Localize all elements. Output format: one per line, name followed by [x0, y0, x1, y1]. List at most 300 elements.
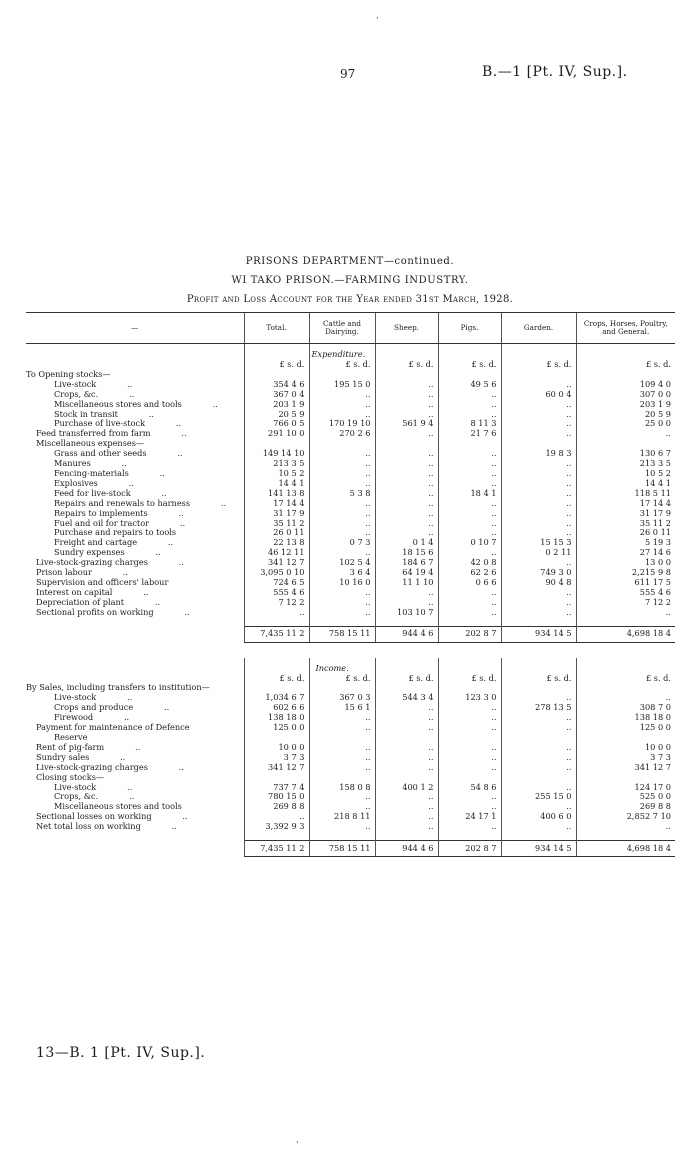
row-label-text: Crops, &c. [54, 792, 99, 802]
amount-pigs [438, 439, 501, 449]
total-total: 7,435 11 2 [244, 626, 309, 642]
amount-garden: .. [501, 419, 576, 429]
table-row [26, 812, 675, 822]
amount-crops-general: 31 17 9 [576, 509, 675, 519]
row-label-text: Reserve [54, 733, 88, 742]
amount-pigs: 21 7 6 [438, 429, 501, 439]
row-label [26, 723, 244, 733]
amount-crops-general [576, 773, 675, 783]
row-label [26, 390, 244, 400]
amount-crops-general: .. [576, 822, 675, 832]
amount-cattle-dairying: .. [309, 519, 375, 529]
amount-crops-general [576, 370, 675, 380]
amount-garden: 19 8 3 [501, 449, 576, 459]
currency-row [26, 674, 675, 684]
amount-crops-general: 269 8 8 [576, 802, 675, 812]
amount-sheep: .. [375, 509, 438, 519]
table-row [26, 598, 675, 608]
row-label-text: Rent of pig-farm [36, 742, 105, 752]
amount-crops-general: 2,852 7 10 [576, 812, 675, 822]
row-label [26, 578, 244, 588]
row-label [26, 459, 244, 469]
amount-total: .. [244, 812, 309, 822]
table-row [26, 783, 675, 793]
amount-cattle-dairying: .. [309, 479, 375, 489]
amount-crops-general: .. [576, 693, 675, 703]
amount-pigs: .. [438, 390, 501, 400]
amount-garden: .. [501, 469, 576, 479]
row-label [26, 538, 244, 548]
amount-total [244, 773, 309, 783]
table-row [26, 773, 675, 783]
amount-pigs: .. [438, 459, 501, 469]
leader-dots: .. [179, 518, 186, 528]
leader-dots: .. [212, 399, 218, 409]
table-row [26, 419, 675, 429]
amount-garden: 255 15 0 [501, 792, 576, 802]
amount-garden: .. [501, 400, 576, 410]
header-reference: B.—1 [Pt. IV, Sup.]. [482, 64, 628, 80]
row-label [26, 703, 244, 713]
table-row [26, 489, 675, 499]
header-garden: Garden. [501, 313, 576, 344]
amount-pigs: .. [438, 528, 501, 538]
leader-dots: .. [120, 752, 126, 762]
amount-total [244, 370, 309, 380]
row-label-text: Prison labour [36, 568, 92, 578]
leader-dots: .. [178, 558, 184, 568]
leader-dots: .. [178, 508, 184, 518]
amount-total: 3,392 9 3 [244, 822, 309, 832]
row-label [26, 380, 244, 390]
amount-sheep: .. [375, 380, 438, 390]
row-label-text: Fuel and oil for tractor [54, 518, 150, 528]
table-row [26, 822, 675, 832]
table-row [26, 479, 675, 489]
currency-header: £ s. d. [501, 674, 576, 684]
leader-dots: .. [182, 812, 188, 822]
amount-total: 737 7 4 [244, 783, 309, 793]
amount-garden: .. [501, 753, 576, 763]
row-label-text: Manures [54, 459, 91, 469]
table-row [26, 763, 675, 773]
amount-pigs: 123 3 0 [438, 693, 501, 703]
row-label [26, 509, 244, 519]
total-crops-general: 4,698 18 4 [576, 626, 675, 642]
table-row [26, 713, 675, 723]
amount-cattle-dairying: .. [309, 792, 375, 802]
row-label [26, 568, 244, 578]
amount-total: 125 0 0 [244, 723, 309, 733]
income-heading-row [26, 658, 675, 674]
amount-sheep: .. [375, 499, 438, 509]
amount-sheep: .. [375, 763, 438, 773]
row-label-text: Sectional profits on working [36, 607, 154, 617]
amount-cattle-dairying: 15 6 1 [309, 703, 375, 713]
amount-cattle-dairying [309, 683, 375, 693]
amount-total: 213 3 5 [244, 459, 309, 469]
amount-total: 367 0 4 [244, 390, 309, 400]
amount-cattle-dairying: .. [309, 390, 375, 400]
amount-sheep: .. [375, 598, 438, 608]
row-label-text: Feed for live-stock [54, 488, 131, 498]
income-section [26, 642, 675, 857]
amount-sheep: .. [375, 528, 438, 538]
table-row [26, 723, 675, 733]
row-label [26, 693, 244, 703]
amount-garden: .. [501, 802, 576, 812]
leader-dots: .. [127, 379, 133, 389]
amount-garden: .. [501, 743, 576, 753]
amount-garden: .. [501, 822, 576, 832]
amount-sheep: .. [375, 429, 438, 439]
leader-dots: .. [129, 792, 135, 802]
row-label [26, 792, 244, 802]
amount-pigs: .. [438, 499, 501, 509]
amount-pigs: .. [438, 548, 501, 558]
amount-crops-general: 3 7 3 [576, 753, 675, 763]
amount-crops-general: 17 14 4 [576, 499, 675, 509]
amount-total: 20 5 9 [244, 410, 309, 420]
amount-total: 35 11 2 [244, 519, 309, 529]
leader-dots: .. [148, 409, 154, 419]
row-label [26, 763, 244, 773]
amount-pigs: .. [438, 588, 501, 598]
total-cattle-dairying: 758 15 11 [309, 626, 375, 642]
total-total: 7,435 11 2 [244, 841, 309, 857]
amount-cattle-dairying: .. [309, 449, 375, 459]
page-mark-bottom: · [296, 1138, 299, 1148]
amount-total: 780 15 0 [244, 792, 309, 802]
amount-cattle-dairying [309, 733, 375, 743]
table-row [26, 753, 675, 763]
amount-total: 10 5 2 [244, 469, 309, 479]
amount-pigs: .. [438, 723, 501, 733]
table-row [26, 459, 675, 469]
table-row [26, 538, 675, 548]
amount-crops-general: 611 17 5 [576, 578, 675, 588]
amount-pigs: 54 8 6 [438, 783, 501, 793]
amount-pigs: .. [438, 743, 501, 753]
leader-dots: .. [154, 597, 161, 607]
amount-garden: .. [501, 519, 576, 529]
row-label [26, 528, 244, 538]
row-label [26, 588, 244, 598]
currency-header: £ s. d. [375, 360, 438, 370]
amount-total: 341 12 7 [244, 558, 309, 568]
amount-pigs [438, 683, 501, 693]
table-row [26, 703, 675, 713]
currency-label-blank [26, 360, 244, 370]
amount-crops-general: 26 0 11 [576, 528, 675, 538]
leader-dots: .. [163, 703, 170, 713]
amount-cattle-dairying: 170 19 10 [309, 419, 375, 429]
row-label [26, 783, 244, 793]
table-row [26, 683, 675, 693]
amount-cattle-dairying [309, 773, 375, 783]
amount-sheep [375, 370, 438, 380]
amount-crops-general: 203 1 9 [576, 400, 675, 410]
amount-garden: .. [501, 693, 576, 703]
row-label-text: Miscellaneous expenses— [36, 439, 145, 449]
amount-pigs [438, 370, 501, 380]
amount-cattle-dairying: .. [309, 723, 375, 733]
row-label-text: Closing stocks— [36, 772, 105, 782]
table-row [26, 693, 675, 703]
amount-sheep: .. [375, 519, 438, 529]
amount-pigs: .. [438, 763, 501, 773]
row-label-text: Repairs and renewals to harness [54, 498, 191, 508]
amount-cattle-dairying: 195 15 0 [309, 380, 375, 390]
amount-crops-general: 138 18 0 [576, 713, 675, 723]
profit-loss-table [26, 312, 675, 857]
amount-crops-general: .. [576, 429, 675, 439]
leader-dots: .. [121, 459, 127, 469]
amount-garden: .. [501, 783, 576, 793]
row-label-text: Feed transferred from farm [36, 429, 151, 439]
amount-total: 724 6 5 [244, 578, 309, 588]
amount-pigs: 49 5 6 [438, 380, 501, 390]
table-row [26, 439, 675, 449]
amount-total: 354 4 6 [244, 380, 309, 390]
amount-garden: .. [501, 479, 576, 489]
table-row [26, 429, 675, 439]
currency-header: £ s. d. [244, 674, 309, 684]
amount-sheep: .. [375, 390, 438, 400]
amount-cattle-dairying: .. [309, 459, 375, 469]
amount-cattle-dairying: .. [309, 528, 375, 538]
row-label [26, 802, 244, 812]
table-row [26, 370, 675, 380]
row-label [26, 713, 244, 723]
amount-cattle-dairying: 10 16 0 [309, 578, 375, 588]
amount-total: 17 14 4 [244, 499, 309, 509]
amount-crops-general: 14 4 1 [576, 479, 675, 489]
amount-total [244, 733, 309, 743]
total-pigs: 202 8 7 [438, 841, 501, 857]
amount-sheep: .. [375, 743, 438, 753]
amount-cattle-dairying: 218 8 11 [309, 812, 375, 822]
amount-pigs: .. [438, 608, 501, 618]
currency-header: £ s. d. [309, 360, 375, 370]
amount-cattle-dairying: .. [309, 802, 375, 812]
amount-sheep: 544 3 4 [375, 693, 438, 703]
leader-dots: .. [122, 568, 128, 578]
table-row [26, 588, 675, 598]
row-label-text: Supervision and officers' labour [36, 577, 169, 587]
amount-cattle-dairying: 270 2 6 [309, 429, 375, 439]
amount-pigs: .. [438, 822, 501, 832]
amount-total: 46 12 11 [244, 548, 309, 558]
amount-total: 26 0 11 [244, 528, 309, 538]
amount-pigs: .. [438, 598, 501, 608]
amount-pigs: 18 4 1 [438, 489, 501, 499]
leader-dots: .. [177, 449, 183, 459]
amount-crops-general: 20 5 9 [576, 410, 675, 420]
row-label-text: Purchase of live-stock [54, 419, 146, 429]
amount-cattle-dairying: .. [309, 713, 375, 723]
row-label [26, 753, 244, 763]
amount-crops-general: 35 11 2 [576, 519, 675, 529]
row-label-text: Explosives [54, 478, 98, 488]
amount-sheep: .. [375, 588, 438, 598]
row-label-text: Payment for maintenance of Defence [36, 723, 190, 733]
amount-crops-general: 27 14 6 [576, 548, 675, 558]
currency-header: £ s. d. [501, 360, 576, 370]
amount-sheep: .. [375, 703, 438, 713]
row-label [26, 548, 244, 558]
amount-crops-general: 10 5 2 [576, 469, 675, 479]
leader-dots: .. [184, 607, 190, 617]
header-sheep: Sheep. [375, 313, 438, 344]
row-label-text: Grass and other seeds [54, 449, 147, 459]
amount-cattle-dairying: .. [309, 509, 375, 519]
amount-total [244, 439, 309, 449]
amount-total: 555 4 6 [244, 588, 309, 598]
currency-header: £ s. d. [438, 674, 501, 684]
currency-header: £ s. d. [309, 674, 375, 684]
amount-garden: .. [501, 558, 576, 568]
amount-garden: .. [501, 763, 576, 773]
amount-total: 141 13 8 [244, 489, 309, 499]
row-label [26, 439, 244, 449]
row-label-text: Fencing-materials [54, 468, 129, 478]
amount-sheep: .. [375, 792, 438, 802]
amount-garden: .. [501, 608, 576, 618]
amount-pigs: 24 17 1 [438, 812, 501, 822]
header-cattle-dairying: Cattle and Dairying. [309, 313, 375, 344]
row-label-text: Sundry sales [36, 752, 90, 762]
table-row [26, 802, 675, 812]
table-row [26, 390, 675, 400]
amount-cattle-dairying: .. [309, 410, 375, 420]
row-label-text: Live-stock [54, 379, 97, 389]
page-number: 97 [340, 67, 356, 81]
amount-pigs: 0 10 7 [438, 538, 501, 548]
amount-cattle-dairying [309, 370, 375, 380]
amount-sheep: .. [375, 812, 438, 822]
amount-garden: 90 4 8 [501, 578, 576, 588]
amount-cattle-dairying: 0 7 3 [309, 538, 375, 548]
amount-crops-general: 5 19 3 [576, 538, 675, 548]
amount-sheep [375, 683, 438, 693]
amount-garden: .. [501, 499, 576, 509]
amount-garden: .. [501, 598, 576, 608]
row-label [26, 598, 244, 608]
amount-pigs: .. [438, 792, 501, 802]
currency-header: £ s. d. [438, 360, 501, 370]
amount-crops-general [576, 733, 675, 743]
amount-cattle-dairying: .. [309, 548, 375, 558]
amount-pigs: .. [438, 753, 501, 763]
amount-garden: .. [501, 509, 576, 519]
amount-garden [501, 439, 576, 449]
row-label-text: Sectional losses on working [36, 812, 152, 822]
row-label-text: Live-stock [54, 782, 97, 792]
amount-garden: 400 6 0 [501, 812, 576, 822]
row-label-text: Depreciation of plant [36, 597, 125, 607]
row-label-text: Repairs to implements [54, 508, 148, 518]
row-label [26, 519, 244, 529]
table-row [26, 548, 675, 558]
amount-crops-general: 555 4 6 [576, 588, 675, 598]
row-label-text: Stock in transit [54, 409, 118, 419]
row-label-text: Freight and cartage [54, 538, 138, 548]
total-sheep: 944 4 6 [375, 626, 438, 642]
row-label [26, 683, 244, 693]
leader-dots: .. [175, 419, 182, 429]
table-row [26, 528, 675, 538]
table-row [26, 400, 675, 410]
row-label [26, 773, 244, 783]
row-label [26, 479, 244, 489]
amount-crops-general: 213 3 5 [576, 459, 675, 469]
amount-garden: 15 15 3 [501, 538, 576, 548]
amount-total: .. [244, 608, 309, 618]
amount-garden: 0 2 11 [501, 548, 576, 558]
header-row [26, 313, 675, 344]
department-title: PRISONS DEPARTMENT—continued. [245, 256, 455, 267]
table-row [26, 410, 675, 420]
amount-cattle-dairying: .. [309, 763, 375, 773]
account-title: Profit and Loss Account for the Year ended 31st March, 1928. [186, 294, 514, 305]
expenditure-section [26, 344, 675, 643]
row-label [26, 370, 244, 380]
table-row [26, 568, 675, 578]
row-label [26, 469, 244, 479]
currency-label-blank [26, 674, 244, 684]
leader-dots: .. [127, 782, 133, 792]
amount-garden: .. [501, 713, 576, 723]
amount-sheep [375, 773, 438, 783]
row-label [26, 743, 244, 753]
amount-sheep: .. [375, 489, 438, 499]
header-pigs: Pigs. [438, 313, 501, 344]
amount-crops-general: 25 0 0 [576, 419, 675, 429]
amount-sheep: .. [375, 410, 438, 420]
amount-garden: .. [501, 380, 576, 390]
amount-sheep: 400 1 2 [375, 783, 438, 793]
leader-dots: .. [129, 389, 135, 399]
amount-sheep: .. [375, 713, 438, 723]
amount-cattle-dairying: .. [309, 588, 375, 598]
amount-cattle-dairying: 367 0 3 [309, 693, 375, 703]
amount-sheep: .. [375, 753, 438, 763]
amount-cattle-dairying [309, 439, 375, 449]
amount-crops-general: 2,215 9 8 [576, 568, 675, 578]
income-heading: Income. [309, 658, 375, 674]
amount-sheep: .. [375, 822, 438, 832]
amount-garden: 278 13 5 [501, 703, 576, 713]
amount-cattle-dairying: 158 0 8 [309, 783, 375, 793]
amount-crops-general: 13 0 0 [576, 558, 675, 568]
amount-garden [501, 370, 576, 380]
prison-title: WI TAKO PRISON.—FARMING INDUSTRY. [231, 275, 469, 286]
amount-cattle-dairying: .. [309, 469, 375, 479]
total-sheep: 944 4 6 [375, 841, 438, 857]
header-total: Total. [244, 313, 309, 344]
row-label [26, 400, 244, 410]
amount-sheep: 64 19 4 [375, 568, 438, 578]
header-crops-horses-poultry: Crops, Horses, Poultry, and General. [576, 313, 675, 344]
amount-sheep: 103 10 7 [375, 608, 438, 618]
page-mark-top: · [376, 14, 379, 24]
amount-total: 22 13 8 [244, 538, 309, 548]
amount-garden: .. [501, 489, 576, 499]
amount-total: 31 17 9 [244, 509, 309, 519]
table-row [26, 519, 675, 529]
leader-dots: .. [123, 713, 130, 723]
